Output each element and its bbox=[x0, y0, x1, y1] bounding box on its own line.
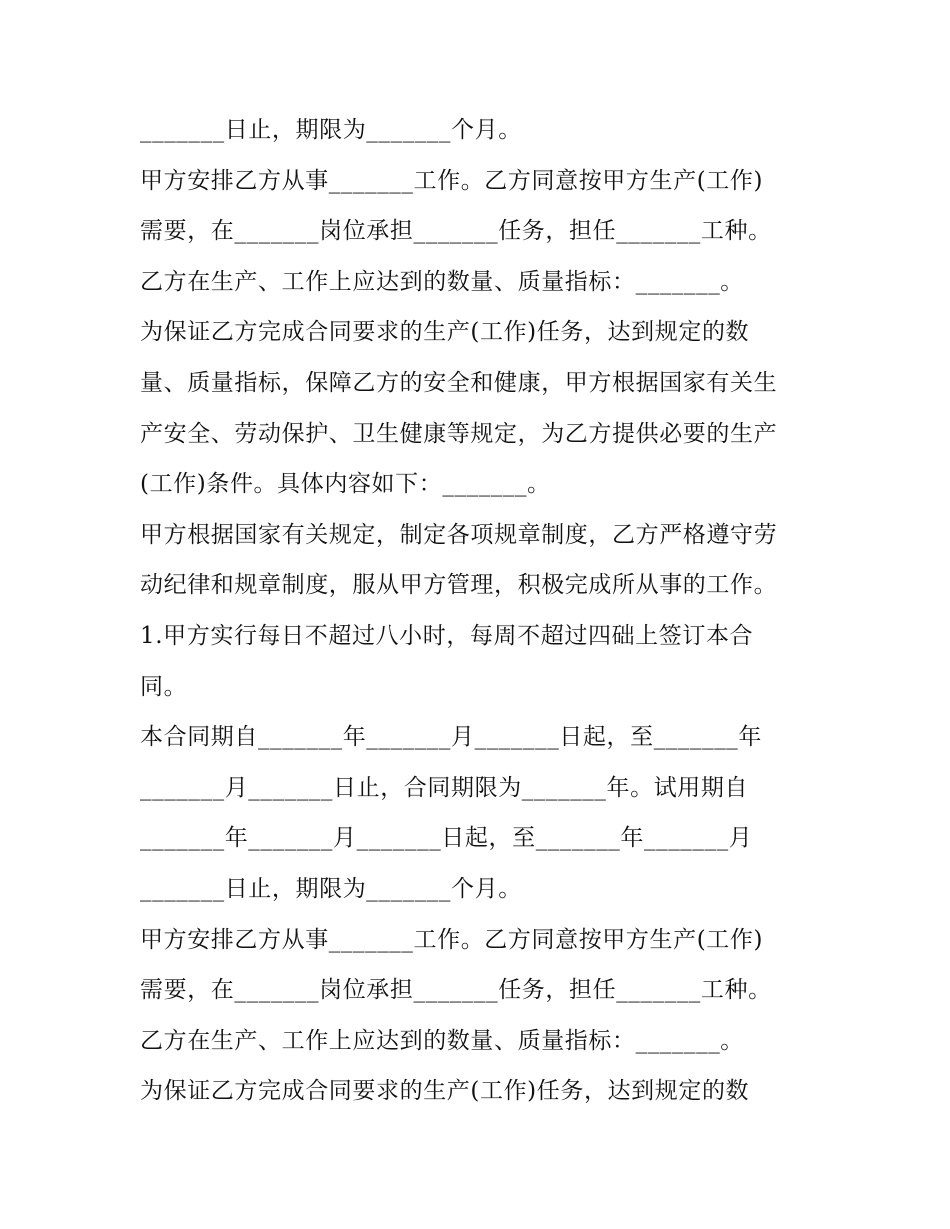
text-line: 为保证乙方完成合同要求的生产(工作)任务，达到规定的数 bbox=[140, 1078, 750, 1105]
document-body bbox=[140, 105, 820, 1117]
text-line: 同。 bbox=[140, 673, 188, 700]
text-line: 动纪律和规章制度，服从甲方管理，积极完成所从事的工作。 bbox=[140, 572, 778, 599]
text-line: _______月_______日止，合同期限为_______年。试用期自 bbox=[140, 774, 749, 801]
text-line: 1.甲方实行每日不超过八小时，每周不超过四础上签订本合 bbox=[140, 622, 754, 649]
text-line: 甲方根据国家有关规定，制定各项规章制度，乙方严格遵守劳 bbox=[140, 521, 778, 548]
text-line: 甲方安排乙方从事_______工作。乙方同意按甲方生产(工作) bbox=[140, 926, 764, 953]
text-line: 量、质量指标，保障乙方的安全和健康，甲方根据国家有关生 bbox=[140, 369, 778, 396]
text-line: 本合同期自_______年_______月_______日起，至_______年 bbox=[140, 724, 762, 751]
text-line: 产安全、劳动保护、卫生健康等规定，为乙方提供必要的生产 bbox=[140, 420, 778, 447]
text-line: 需要，在_______岗位承担_______任务，担任_______工种。 bbox=[140, 218, 772, 245]
text-line: 乙方在生产、工作上应达到的数量、质量指标：_______。 bbox=[140, 1027, 744, 1054]
text-line: _______日止，期限为_______个月。 bbox=[140, 117, 522, 143]
text-line: 甲方安排乙方从事_______工作。乙方同意按甲方生产(工作) bbox=[140, 167, 764, 194]
text-line: 为保证乙方完成合同要求的生产(工作)任务，达到规定的数 bbox=[140, 319, 750, 346]
text-line: 需要，在_______岗位承担_______任务，担任_______工种。 bbox=[140, 977, 772, 1004]
text-line: _______日止，期限为_______个月。 bbox=[140, 875, 522, 902]
text-line: _______年_______月_______日起，至_______年_______月 bbox=[140, 825, 753, 852]
text-line: 乙方在生产、工作上应达到的数量、质量指标：_______。 bbox=[140, 268, 744, 295]
text-line: (工作)条件。具体内容如下：_______。 bbox=[140, 471, 551, 498]
